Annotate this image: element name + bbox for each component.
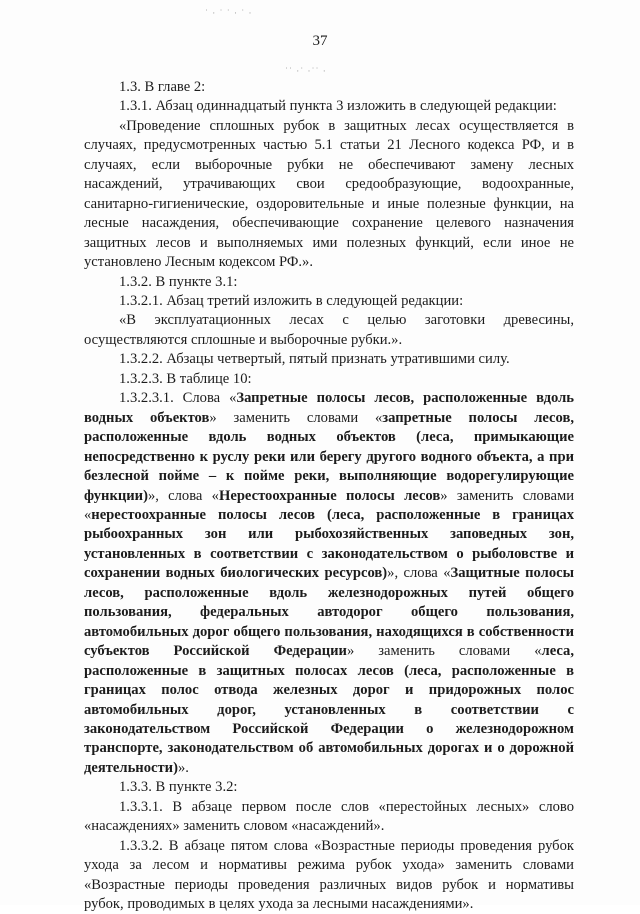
paragraph-1-3-3-1: 1.3.3.1. В абзаце первом после слов «перестойных лесных» слово «насаждениях» заменить словом «насаждений». <box>84 798 574 835</box>
paragraph-1-3: 1.3. В главе 2: <box>119 79 206 95</box>
text-segment: », слова « <box>387 565 451 582</box>
paragraph-quote-1: «Проведение сплошных рубок в защитных лесах осуществляется в случаях, предусмотренных частью 5.1 статьи 21 Лесного кодекса РФ, и в случаях, если выборочные рубки не обеспечивают замену лесных насаждений, утрачивающих свои средообразующие, водоохранные, санитарно-гигиенические, оздоровительные и иные полезные функции, на лесные насаждения, обеспечивающие сохранение целевого назначения защитных лесов и выполняемых ими полезных функций, если иное не установлено Лесным кодексом РФ.». <box>84 117 574 271</box>
text-segment: » заменить словами « <box>84 487 574 523</box>
paragraph-1-3-3: 1.3.3. В пункте 3.2: <box>119 779 238 796</box>
bold-term: Нерестоохранные полосы лесов <box>218 487 441 504</box>
scan-noise: ˙ · ˙ ˙ · ˙ · <box>205 8 253 18</box>
bold-term: Запретные полосы лесов, расположенные вдоль водных объектов <box>84 390 574 426</box>
paragraph-1-3-1: 1.3.1. Абзац одиннадцатый пункта 3 изложить в следующей редакции: <box>119 98 557 115</box>
text-segment: » заменить словами « <box>209 409 383 426</box>
bold-term: нерестоохранные полосы лесов (леса, расположенные в границах рыбоохранных зон или рыбохозяйственных заповедных зон, установленных в соответствии с законодательством о рыболовстве и сохранении водных биологических ресурсов) <box>84 506 574 582</box>
document-body <box>84 78 574 914</box>
text-segment: », слова « <box>147 487 219 504</box>
bold-term: запретные полосы лесов, расположенные вдоль водных объектов (леса, примыкающие непосредственно к руслу реки или берегу другого водного объекта, а при безлесной пойме – к пойме реки, выполняющие водорегулирующие функции) <box>84 409 574 504</box>
paragraph-1-3-2-3: 1.3.2.3. В таблице 10: <box>119 370 252 387</box>
paragraph-1-3-2-3-1 <box>84 389 574 778</box>
text-segment: ». <box>177 759 189 776</box>
text-segment: 1.3.2.3.1. Слова « <box>119 390 237 407</box>
paragraph-1-3-2: 1.3.2. В пункте 3.1: <box>119 273 238 290</box>
paragraph-quote-2: «В эксплуатационных лесах с целью заготовки древесины, осуществляются сплошные и выборочные рубки.». <box>84 312 574 348</box>
paragraph-1-3-2-1: 1.3.2.1. Абзац третий изложить в следующей редакции: <box>119 292 464 309</box>
bold-term: Защитные полосы лесов, расположенные вдоль железнодорожных путей общего пользования, федеральных автодорог общего пользования, автомобильных дорог общего пользования, находящихся в собственности субъектов Российской Федерации <box>84 565 575 660</box>
page-number: 37 <box>312 33 328 49</box>
paragraph-1-3-2-2: 1.3.2.2. Абзацы четвертый, пятый признать утратившими силу. <box>119 351 510 368</box>
text-segment: » заменить словами « <box>346 643 542 660</box>
scan-noise: ˙˙ ·˙ ·˙˙ · <box>285 66 327 76</box>
paragraph-1-3-3-2: 1.3.3.2. В абзаце пятом слова «Возрастные периоды проведения рубок ухода за лесом и нормативы режима рубок ухода» заменить словами «Возрастные периоды проведения различных видов рубок и нормативы рубок, проводимых в целях ухода за лесными насаждениями». <box>84 837 574 913</box>
bold-term: леса, расположенные в защитных полосах лесов (леса, расположенные в границах полос отвода железных дорог и придорожных полос автомобильных дорог, установленных в соответствии с законодательством Российской Федерации о железнодорожном транспорте, законодательством об автомобильных дорогах и о дорожной деятельности) <box>84 643 574 776</box>
